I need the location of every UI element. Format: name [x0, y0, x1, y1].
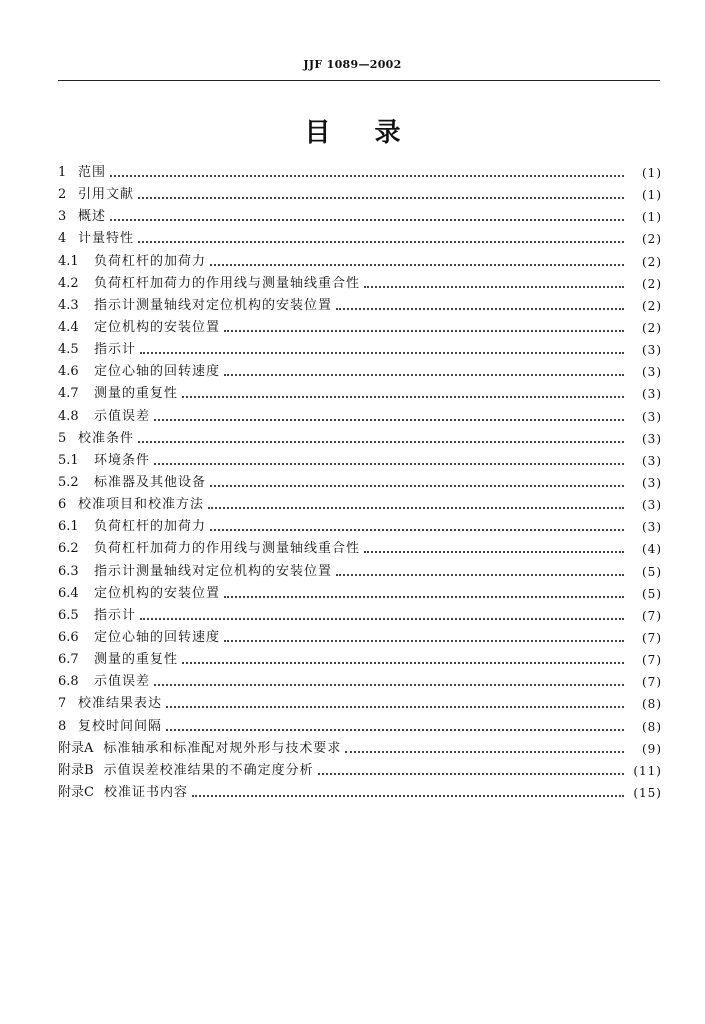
toc-entry-number: 4.5	[58, 342, 79, 358]
toc-entry-page: (7)	[642, 653, 662, 668]
toc-dot-leader	[182, 396, 624, 398]
toc-entry-page: (1)	[642, 188, 662, 203]
toc-entry[interactable]	[58, 361, 662, 383]
toc-entry-page: (7)	[642, 675, 662, 690]
toc-dot-leader	[224, 374, 624, 376]
toc-entry-title: 校准证书内容	[103, 785, 188, 800]
toc-entry-number: 6.1	[58, 519, 79, 535]
toc-entry[interactable]	[58, 716, 662, 738]
toc-dot-leader	[154, 684, 624, 686]
page-title: 目录	[304, 118, 445, 148]
toc-entry-number: 1	[58, 165, 67, 181]
toc-entry-number: 6.4	[58, 585, 79, 601]
toc-dot-leader	[166, 729, 624, 731]
toc-dot-leader	[192, 795, 624, 797]
toc-entry-page: (3)	[642, 498, 662, 513]
toc-dot-leader	[318, 773, 624, 775]
toc-entry-page: (7)	[642, 608, 662, 623]
toc-entry-title: 范围	[78, 165, 107, 181]
toc-entry-number: 5.1	[58, 452, 79, 468]
toc-entry-title: 引用文献	[78, 187, 135, 203]
toc-entry[interactable]	[58, 605, 662, 627]
table-of-contents	[58, 162, 662, 804]
toc-entry-number: 4.7	[58, 386, 79, 402]
toc-entry-title: 指示计测量轴线对定位机构的安装位置	[94, 563, 333, 579]
toc-entry-number: 6.5	[58, 607, 79, 623]
toc-entry[interactable]	[58, 206, 662, 228]
toc-entry-number: 6	[58, 497, 67, 513]
toc-entry-page: (3)	[642, 453, 662, 468]
toc-entry-title: 校准结果表达	[78, 696, 163, 712]
toc-dot-leader	[224, 330, 624, 332]
toc-entry-page: (3)	[642, 387, 662, 402]
toc-entry-page: (3)	[642, 365, 662, 380]
toc-entry-number: 7	[58, 696, 67, 712]
toc-entry-number: 附录B	[58, 762, 94, 778]
toc-entry[interactable]	[58, 693, 662, 715]
toc-dot-leader	[166, 706, 624, 708]
toc-entry[interactable]	[58, 273, 662, 295]
toc-entry[interactable]	[58, 782, 662, 804]
toc-entry-page: (2)	[642, 298, 662, 313]
toc-entry-page: (2)	[642, 232, 662, 247]
toc-entry-page: (3)	[642, 431, 662, 446]
toc-dot-leader	[182, 662, 624, 664]
toc-entry-number: 2	[58, 187, 67, 203]
toc-entry-page: (9)	[642, 741, 662, 756]
toc-entry-title: 测量的重复性	[94, 386, 179, 402]
toc-entry[interactable]	[58, 538, 662, 560]
toc-entry-page: (4)	[642, 542, 662, 557]
toc-entry[interactable]	[58, 583, 662, 605]
toc-entry-title: 负荷杠杆的加荷力	[94, 253, 207, 269]
toc-entry-title: 标准器及其他设备	[94, 475, 207, 491]
toc-dot-leader	[336, 574, 624, 576]
toc-dot-leader	[138, 197, 624, 199]
toc-entry-number: 8	[58, 718, 67, 734]
toc-dot-leader	[345, 751, 624, 753]
toc-entry-number: 4.8	[58, 408, 79, 424]
toc-entry-page: (7)	[642, 631, 662, 646]
toc-entry-page: (3)	[642, 476, 662, 491]
toc-entry-title: 指示计	[94, 342, 137, 358]
toc-entry[interactable]	[58, 738, 662, 760]
toc-dot-leader	[210, 529, 624, 531]
toc-entry[interactable]	[58, 450, 662, 472]
toc-entry[interactable]	[58, 228, 662, 250]
toc-entry-number: 附录A	[58, 740, 94, 756]
toc-entry-number: 3	[58, 209, 67, 225]
toc-entry[interactable]	[58, 162, 662, 184]
toc-entry[interactable]	[58, 251, 662, 273]
toc-entry[interactable]	[58, 383, 662, 405]
toc-entry-title: 定位机构的安装位置	[94, 585, 221, 601]
toc-entry-page: (1)	[642, 166, 662, 181]
toc-entry-number: 6.6	[58, 630, 79, 646]
toc-dot-leader	[110, 175, 624, 177]
toc-entry-page: (3)	[642, 343, 662, 358]
toc-entry-number: 附录C	[58, 785, 94, 800]
toc-entry-title: 环境条件	[94, 452, 151, 468]
toc-dot-leader	[154, 463, 624, 465]
toc-dot-leader	[224, 640, 624, 642]
toc-entry-number: 4.3	[58, 297, 79, 313]
toc-dot-leader	[224, 596, 624, 598]
document-code-header: JJF 1089—2002	[303, 58, 402, 71]
toc-entry-title: 负荷杠杆的加荷力	[94, 519, 207, 535]
toc-entry-number: 6.7	[58, 652, 79, 668]
toc-entry[interactable]	[58, 295, 662, 317]
toc-entry-title: 定位心轴的回转速度	[94, 364, 221, 380]
toc-entry-page: (3)	[642, 520, 662, 535]
toc-entry[interactable]	[58, 339, 662, 361]
toc-dot-leader	[210, 264, 624, 266]
toc-dot-leader	[110, 219, 624, 221]
toc-entry-number: 6.2	[58, 541, 79, 557]
toc-entry-number: 4.4	[58, 320, 79, 336]
toc-entry[interactable]	[58, 671, 662, 693]
toc-entry-number: 4	[58, 231, 67, 247]
toc-entry-number: 6.8	[58, 674, 79, 690]
toc-entry[interactable]	[58, 649, 662, 671]
toc-entry[interactable]	[58, 472, 662, 494]
toc-dot-leader	[364, 286, 624, 288]
toc-entry[interactable]	[58, 184, 662, 206]
toc-entry-title: 校准项目和校准方法	[78, 497, 205, 513]
toc-entry-page: (8)	[642, 697, 662, 712]
toc-entry-page: (8)	[642, 719, 662, 734]
toc-entry-page: (1)	[642, 210, 662, 225]
toc-entry-title: 负荷杠杆加荷力的作用线与测量轴线重合性	[94, 275, 361, 291]
toc-dot-leader	[138, 241, 624, 243]
toc-entry-title: 定位机构的安装位置	[94, 320, 221, 336]
toc-dot-leader	[210, 485, 624, 487]
toc-entry-title: 示值误差校准结果的不确定度分析	[103, 762, 314, 778]
toc-entry-page: (2)	[642, 276, 662, 291]
toc-dot-leader	[138, 441, 624, 443]
toc-entry-page: (15)	[633, 786, 662, 800]
toc-dot-leader	[364, 551, 624, 553]
toc-dot-leader	[154, 419, 624, 421]
toc-dot-leader	[140, 618, 624, 620]
toc-entry-page: (2)	[642, 254, 662, 269]
toc-dot-leader	[140, 352, 624, 354]
toc-entry-title: 测量的重复性	[94, 652, 179, 668]
toc-entry-title: 负荷杠杆加荷力的作用线与测量轴线重合性	[94, 541, 361, 557]
toc-entry-number: 6.3	[58, 563, 79, 579]
toc-entry-title: 校准条件	[78, 430, 135, 446]
toc-entry-page: (2)	[642, 321, 662, 336]
header-rule	[58, 80, 660, 81]
toc-entry-page: (3)	[642, 409, 662, 424]
toc-entry-number: 4.2	[58, 275, 79, 291]
toc-entry-page: (5)	[642, 586, 662, 601]
toc-entry-title: 指示计测量轴线对定位机构的安装位置	[94, 297, 333, 313]
toc-entry-title: 概述	[78, 209, 107, 225]
toc-dot-leader	[208, 507, 624, 509]
toc-entry[interactable]	[58, 406, 662, 428]
toc-entry[interactable]	[58, 516, 662, 538]
toc-dot-leader	[336, 308, 624, 310]
toc-entry-title: 指示计	[94, 607, 137, 623]
toc-entry-number: 5.2	[58, 475, 79, 491]
toc-entry[interactable]	[58, 494, 662, 516]
toc-entry[interactable]	[58, 317, 662, 339]
toc-entry-title: 示值误差	[94, 408, 151, 424]
toc-entry-title: 计量特性	[78, 231, 135, 247]
toc-entry-page: (5)	[642, 564, 662, 579]
toc-entry[interactable]	[58, 428, 662, 450]
toc-entry-number: 5	[58, 430, 67, 446]
toc-entry-number: 4.6	[58, 364, 79, 380]
toc-entry-title: 定位心轴的回转速度	[94, 630, 221, 646]
toc-entry-page: (11)	[633, 763, 662, 778]
toc-entry-title: 标准轴承和标准配对规外形与技术要求	[103, 740, 342, 756]
toc-entry-title: 示值误差	[94, 674, 151, 690]
toc-entry[interactable]	[58, 627, 662, 649]
toc-entry[interactable]	[58, 760, 662, 782]
toc-entry-title: 复校时间间隔	[78, 718, 163, 734]
toc-entry-number: 4.1	[58, 253, 79, 269]
toc-entry[interactable]	[58, 561, 662, 583]
